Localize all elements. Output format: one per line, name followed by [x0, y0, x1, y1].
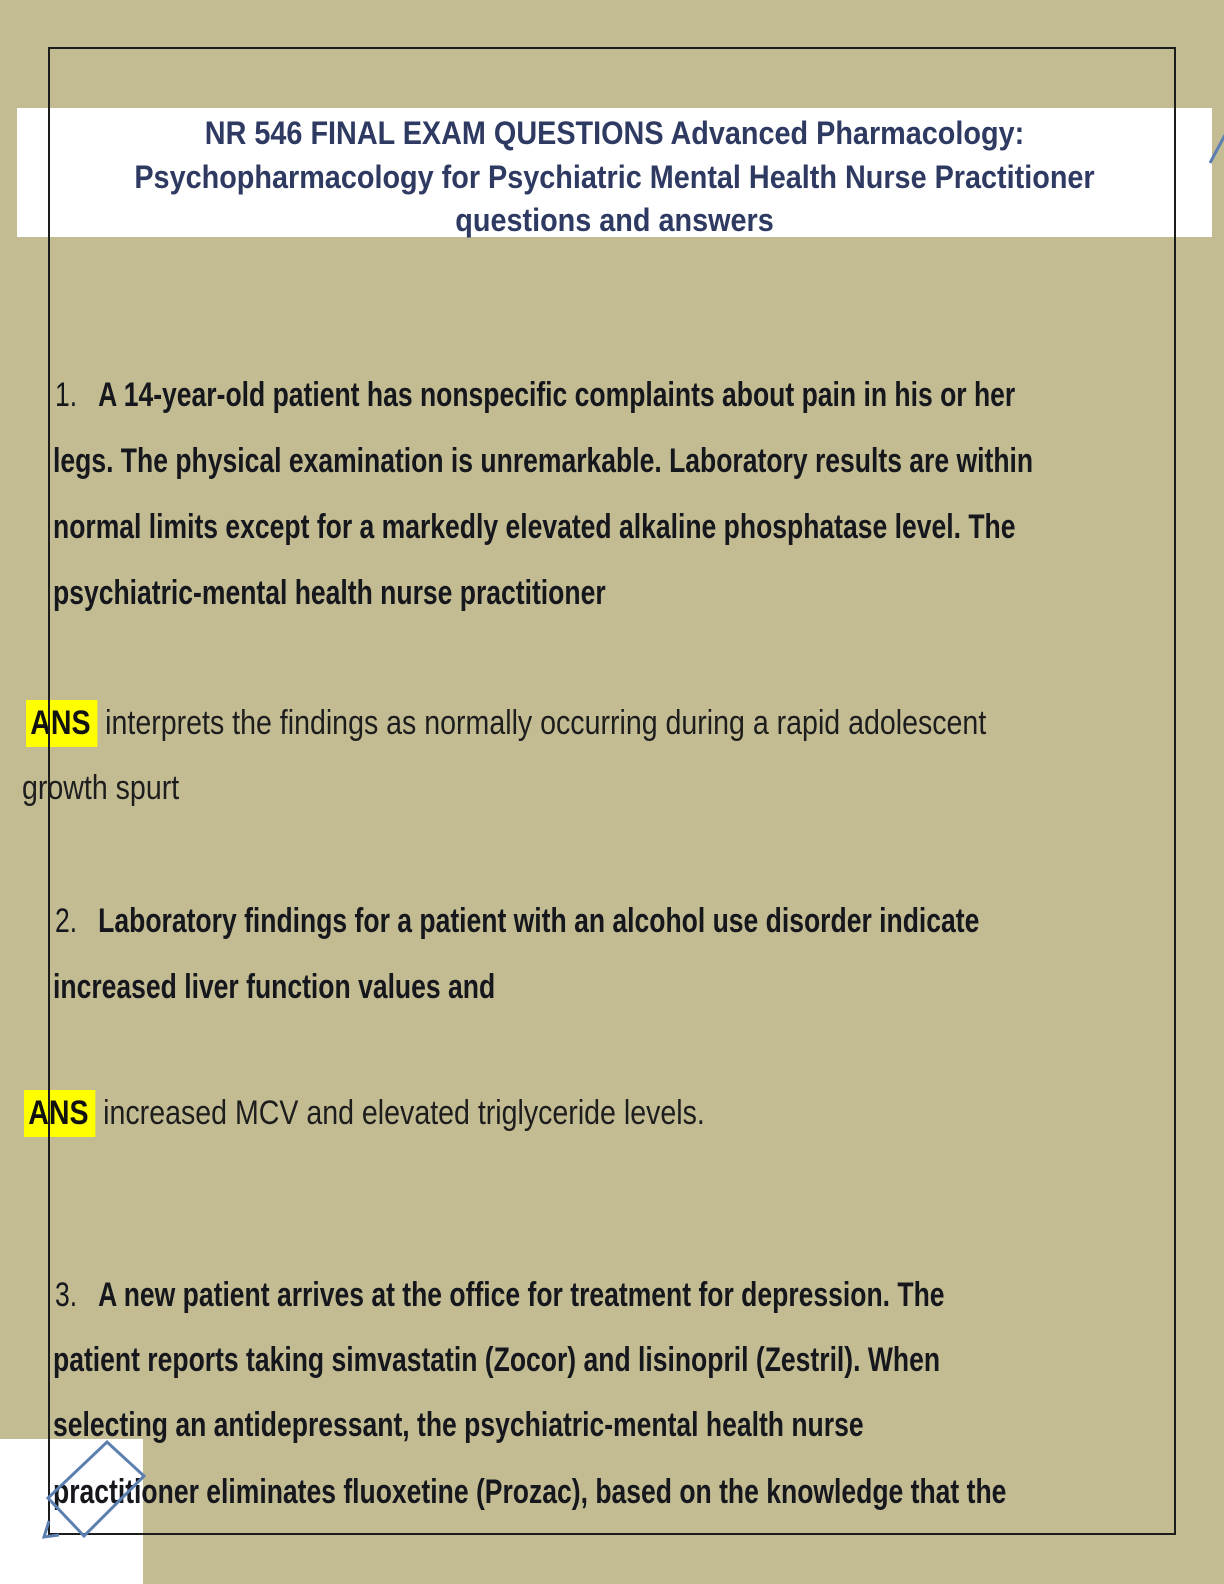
question-1-number: 1.	[55, 376, 78, 414]
question-3-number: 3.	[55, 1276, 78, 1314]
question-2-text: Laboratory findings for a patient with an alcohol use disorder indicate	[98, 902, 980, 940]
corner-white-patch	[0, 1439, 143, 1584]
question-1-line-1	[55, 378, 1015, 412]
question-2-line-1	[55, 904, 979, 938]
question-2-number: 2.	[55, 902, 78, 940]
question-3-line-2: patient reports taking simvastatin (Zocor) and lisinopril (Zestril). When	[53, 1341, 941, 1379]
answer-2-text-rest: increased MCV and elevated triglyceride levels.	[103, 1094, 705, 1132]
title-line: questions and answers	[455, 202, 774, 238]
question-1-line-2: legs. The physical examination is unremarkable. Laboratory results are within	[53, 442, 1034, 480]
answer-2-ans-highlight: ANS	[24, 1090, 95, 1137]
document-title	[17, 112, 1212, 243]
title-line: Psychopharmacology for Psychiatric Mental Health Nurse Practitioner	[134, 158, 1095, 195]
answer-1-ans-highlight: ANS	[26, 700, 97, 747]
title-line: NR 546 FINAL EXAM QUESTIONS Advanced Pharmacology:	[204, 115, 1025, 151]
answer-1-line-1	[26, 706, 986, 740]
answer-1-line-2: growth spurt	[22, 769, 180, 807]
question-3-line-3: selecting an antidepressant, the psychiatric-mental health nurse	[53, 1406, 864, 1444]
question-1-text: A 14-year-old patient has nonspecific complaints about pain in his or her	[98, 376, 1016, 414]
question-1-line-3: normal limits except for a markedly elevated alkaline phosphatase level. The	[53, 508, 1016, 546]
question-2-line-2: increased liver function values and	[53, 968, 496, 1006]
question-3-line-1	[55, 1278, 945, 1312]
answer-2-line-1	[24, 1096, 705, 1130]
question-3-line-4: practitioner eliminates fluoxetine (Prozac), based on the knowledge that the	[53, 1473, 1007, 1511]
question-1-line-4: psychiatric-mental health nurse practitioner	[53, 574, 606, 612]
answer-1-text-rest: interprets the findings as normally occurring during a rapid adolescent	[105, 704, 987, 742]
question-3-text: A new patient arrives at the office for treatment for depression. The	[98, 1276, 945, 1314]
